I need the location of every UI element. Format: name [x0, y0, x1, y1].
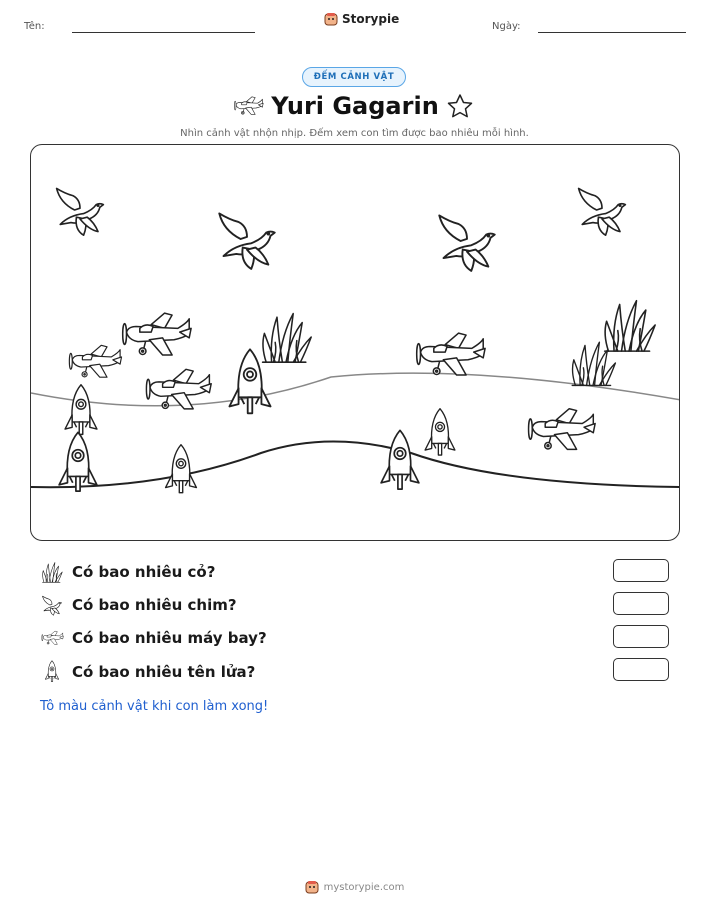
- coloring-note: Tô màu cảnh vật khi con làm xong!: [40, 699, 269, 714]
- horizon-line-upper: [31, 373, 680, 406]
- rocket-icon: [166, 445, 197, 493]
- footer-url[interactable]: mystorypie.com: [323, 881, 405, 893]
- question-row-grass: [40, 561, 215, 583]
- instructions: Nhìn cảnh vật nhộn nhịp. Đếm xem con tìm được bao nhiêu mỗi hình.: [180, 128, 529, 139]
- plane-icon: [69, 345, 121, 377]
- horizon-line-lower: [31, 442, 680, 488]
- rocket-icon: [381, 430, 419, 489]
- plane-icon: [146, 369, 211, 409]
- rocket-icon: [65, 385, 97, 435]
- plane-icon: [529, 409, 596, 450]
- answer-box-rocket[interactable]: [613, 658, 669, 681]
- date-line[interactable]: [538, 32, 686, 33]
- bird-icon: [57, 188, 104, 235]
- grass-icon: [263, 314, 312, 363]
- question-row-bird: [40, 594, 237, 616]
- plane-icon: [40, 627, 64, 649]
- category-badge: ĐẾM CẢNH VẬT: [302, 67, 406, 87]
- counting-scene: [30, 144, 680, 541]
- rocket-icon: [59, 432, 97, 491]
- question-text: Có bao nhiêu máy bay?: [72, 629, 267, 647]
- storypie-icon: [324, 12, 338, 26]
- brand-logo: [324, 12, 399, 26]
- plane-icon: [417, 333, 485, 375]
- plane-icon: [232, 96, 264, 116]
- grass-icon: [605, 301, 655, 351]
- question-text: Có bao nhiêu tên lửa?: [72, 663, 256, 681]
- question-text: Có bao nhiêu cỏ?: [72, 563, 216, 581]
- name-line[interactable]: [72, 32, 255, 33]
- bird-icon: [40, 594, 64, 616]
- storypie-icon: [305, 880, 319, 894]
- answer-box-plane[interactable]: [613, 625, 669, 648]
- bird-icon: [219, 213, 274, 268]
- answer-box-bird[interactable]: [613, 592, 669, 615]
- question-text: Có bao nhiêu chim?: [72, 596, 237, 614]
- footer: [0, 880, 709, 894]
- brand-name: Storypie: [342, 12, 400, 26]
- rocket-icon: [40, 660, 64, 684]
- bird-icon: [579, 188, 626, 235]
- answer-box-grass[interactable]: [613, 559, 669, 582]
- scene-illustration: [31, 145, 680, 541]
- name-label: Tên:: [24, 21, 45, 32]
- grass-icon: [572, 342, 615, 385]
- bird-icon: [439, 215, 494, 270]
- question-row-rocket: [40, 660, 255, 684]
- rocket-icon: [425, 409, 455, 455]
- page-title: Yuri Gagarin: [271, 92, 439, 120]
- question-row-plane: [40, 627, 267, 649]
- plane-icon: [123, 313, 191, 355]
- date-label: Ngày:: [492, 21, 521, 32]
- grass-icon: [40, 561, 64, 583]
- star-icon: [446, 93, 474, 119]
